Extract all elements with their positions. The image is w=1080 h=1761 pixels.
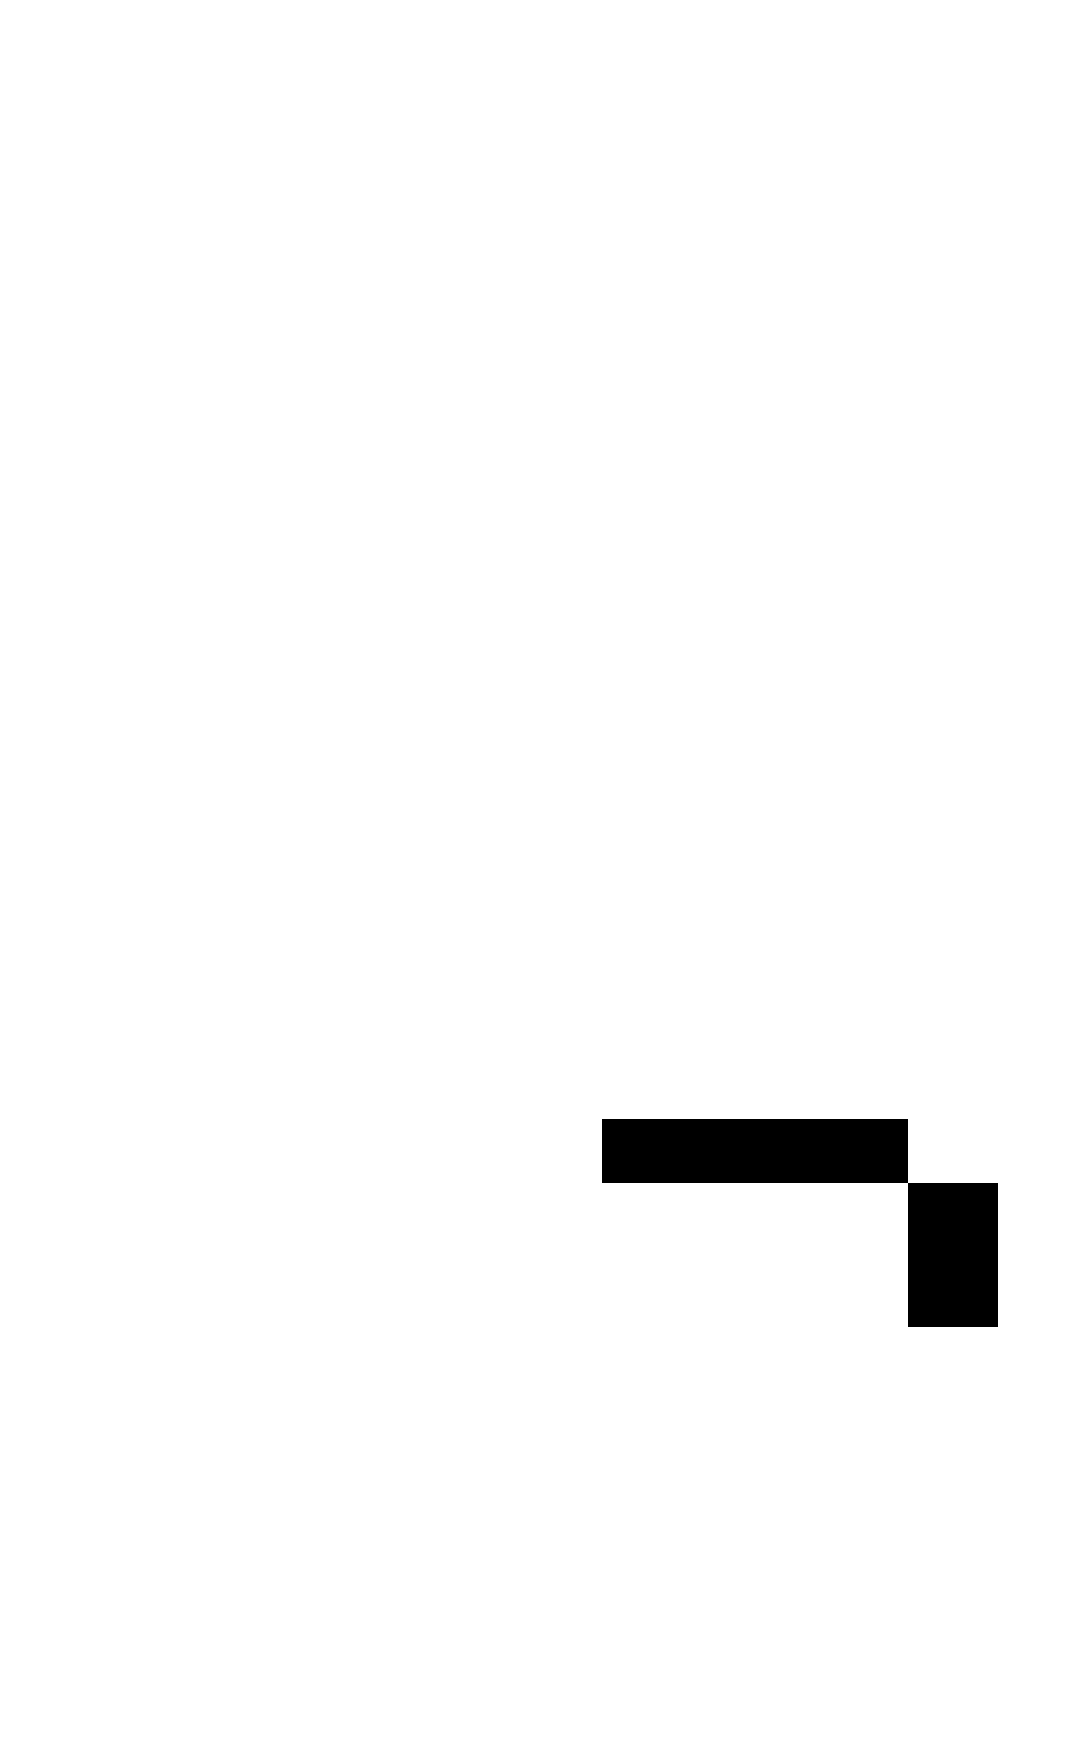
- question-16: [50, 275, 1010, 336]
- width-increase-region: [602, 1119, 908, 1183]
- question-16-line-1: [50, 275, 1010, 336]
- rectangle-diagram: [560, 1110, 1020, 1370]
- length-increase-region: [908, 1183, 998, 1327]
- original-rectangle: [602, 1183, 908, 1327]
